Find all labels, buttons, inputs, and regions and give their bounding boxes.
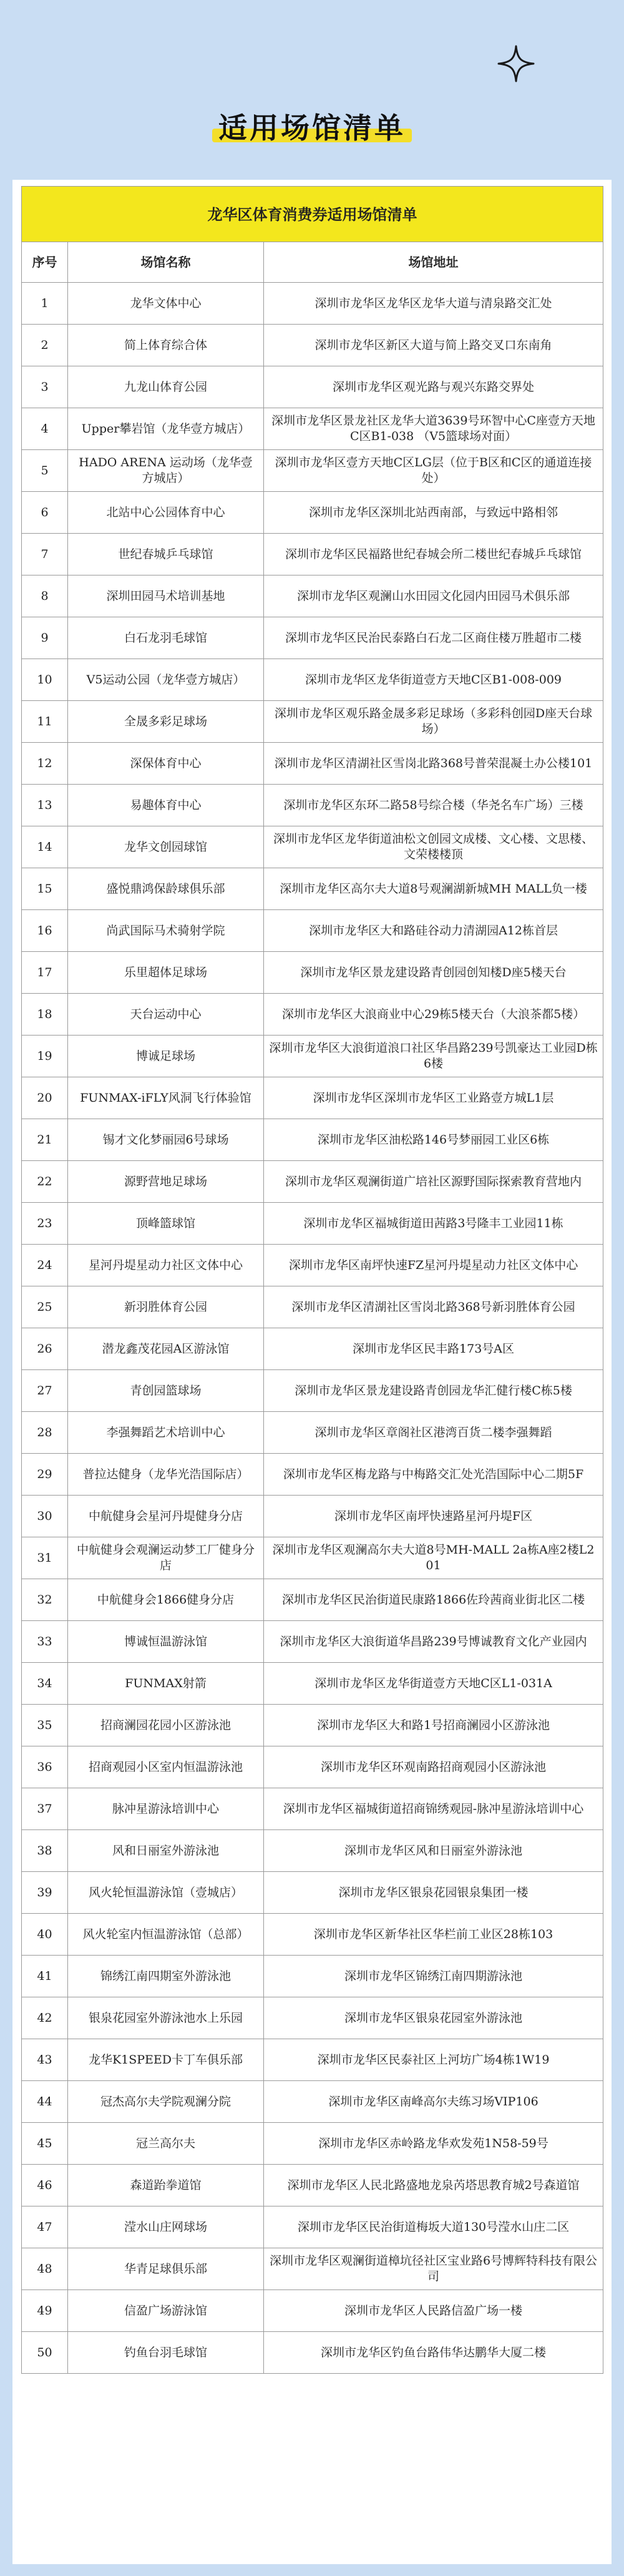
table-row	[22, 826, 603, 868]
venue-address: 深圳市龙华区钓鱼台路伟华达鹏华大厦二楼	[264, 2332, 603, 2374]
venue-address: 深圳市龙华区福城街道招商锦绣观园-脉冲星游泳培训中心	[264, 1788, 603, 1830]
table-row	[22, 659, 603, 701]
venue-address: 深圳市龙华区民丰路173号A区	[264, 1328, 603, 1370]
row-number: 25	[22, 1286, 68, 1328]
venue-address: 深圳市龙华区龙华街道壹方天地C区B1-008-009	[264, 659, 603, 701]
venue-name: 深圳田园马术培训基地	[68, 575, 264, 617]
venue-name: 信盈广场游泳馆	[68, 2290, 264, 2332]
venue-address: 深圳市龙华区南峰高尔夫练习场VIP106	[264, 2081, 603, 2123]
venue-address: 深圳市龙华区观乐路金晟多彩足球场（多彩科创园D座天台球场）	[264, 701, 603, 743]
row-number: 6	[22, 492, 68, 534]
venue-name: 盛悦鼎鸿保龄球俱乐部	[68, 868, 264, 910]
venue-name: 世纪春城乒乓球馆	[68, 534, 264, 575]
row-number: 42	[22, 1997, 68, 2039]
row-number: 8	[22, 575, 68, 617]
table-row	[22, 994, 603, 1036]
venue-address: 深圳市龙华区清湖社区雪岗北路368号普荣混凝土办公楼101	[264, 743, 603, 785]
table-row	[22, 450, 603, 492]
row-number: 44	[22, 2081, 68, 2123]
venue-address: 深圳市龙华区大浪街道华昌路239号博诚教育文化产业园内	[264, 1621, 603, 1663]
venue-address: 深圳市龙华区高尔夫大道8号观澜湖新城MH MALL负一楼	[264, 868, 603, 910]
venue-address: 深圳市龙华区深圳北站西南部，与致远中路相邻	[264, 492, 603, 534]
venue-name: 冠兰高尔夫	[68, 2123, 264, 2165]
venue-address: 深圳市龙华区梅龙路与中梅路交汇处光浩国际中心二期5F	[264, 1454, 603, 1496]
table-row	[22, 785, 603, 826]
table-row	[22, 1872, 603, 1914]
row-number: 49	[22, 2290, 68, 2332]
venue-address: 深圳市龙华区壹方天地C区LG层（位于B区和C区的通道连接处）	[264, 450, 603, 492]
venue-name: 源野营地足球场	[68, 1161, 264, 1203]
venue-address: 深圳市龙华区民治街道民康路1866佐玲茜商业街北区二楼	[264, 1579, 603, 1621]
table-row	[22, 1537, 603, 1579]
table-row	[22, 952, 603, 994]
row-number: 27	[22, 1370, 68, 1412]
row-number: 22	[22, 1161, 68, 1203]
venue-address: 深圳市龙华区观澜街道樟坑径社区宝业路6号博辉特科技有限公司	[264, 2248, 603, 2290]
venue-name: FUNMAX-iFLY风洞飞行体验馆	[68, 1077, 264, 1119]
table-row	[22, 1997, 603, 2039]
table-row	[22, 1119, 603, 1161]
venue-address: 深圳市龙华区新区大道与简上路交叉口东南角	[264, 325, 603, 366]
venue-name: 深保体育中心	[68, 743, 264, 785]
venue-name: 白石龙羽毛球馆	[68, 617, 264, 659]
venue-address: 深圳市龙华区南坪快速路星河丹堤F区	[264, 1496, 603, 1537]
row-number: 12	[22, 743, 68, 785]
table-row	[22, 1496, 603, 1537]
venue-name: 风和日丽室外游泳池	[68, 1830, 264, 1872]
venue-name: 龙华文体中心	[68, 283, 264, 325]
venue-address: 深圳市龙华区风和日丽室外游泳池	[264, 1830, 603, 1872]
table-caption-row	[22, 187, 603, 242]
table-row	[22, 325, 603, 366]
row-number: 37	[22, 1788, 68, 1830]
row-number: 2	[22, 325, 68, 366]
venue-address: 深圳市龙华区清湖社区雪岗北路368号新羽胜体育公园	[264, 1286, 603, 1328]
table-row	[22, 2165, 603, 2206]
venue-list-card	[12, 180, 612, 2564]
venue-address: 深圳市龙华区民福路世纪春城会所二楼世纪春城乒乓球馆	[264, 534, 603, 575]
table-row	[22, 2039, 603, 2081]
row-number: 4	[22, 408, 68, 450]
venue-name: 风火轮室内恒温游泳馆（总部）	[68, 1914, 264, 1956]
venue-address: 深圳市龙华区观澜街道广培社区源野国际探索教育营地内	[264, 1161, 603, 1203]
table-row	[22, 1830, 603, 1872]
venue-name: 脉冲星游泳培训中心	[68, 1788, 264, 1830]
venue-name: 乐里超体足球场	[68, 952, 264, 994]
row-number: 31	[22, 1537, 68, 1579]
row-number: 23	[22, 1203, 68, 1245]
venue-address: 深圳市龙华区景龙建设路青创园创知楼D座5楼天台	[264, 952, 603, 994]
venue-name: 招商澜园花园小区游泳池	[68, 1705, 264, 1746]
venue-address: 深圳市龙华区观光路与观兴东路交界处	[264, 366, 603, 408]
venue-name: 天台运动中心	[68, 994, 264, 1036]
venue-name: 星河丹堤星动力社区文体中心	[68, 1245, 264, 1286]
row-number: 41	[22, 1956, 68, 1997]
table-row	[22, 534, 603, 575]
venue-address: 深圳市龙华区大浪商业中心29栋5楼天台（大浪茶都5楼）	[264, 994, 603, 1036]
venue-name: 青创园篮球场	[68, 1370, 264, 1412]
row-number: 26	[22, 1328, 68, 1370]
row-number: 14	[22, 826, 68, 868]
venue-name: 锦绣江南四期室外游泳池	[68, 1956, 264, 1997]
venue-address: 深圳市龙华区景龙社区龙华大道3639号环智中心C座壹方天地C区B1-038 （V5篮球场对面）	[264, 408, 603, 450]
venue-address: 深圳市龙华区深圳市龙华区工业路壹方城L1层	[264, 1077, 603, 1119]
row-number: 19	[22, 1036, 68, 1077]
venue-name: 风火轮恒温游泳馆（壹城店）	[68, 1872, 264, 1914]
venue-name: 易趣体育中心	[68, 785, 264, 826]
venue-name: 冠杰高尔夫学院观澜分院	[68, 2081, 264, 2123]
venue-name: 滢水山庄网球场	[68, 2206, 264, 2248]
row-number: 13	[22, 785, 68, 826]
table-row	[22, 1077, 603, 1119]
table-row	[22, 408, 603, 450]
venue-address: 深圳市龙华区油松路146号梦丽园工业区6栋	[264, 1119, 603, 1161]
venue-address: 深圳市龙华区观澜高尔夫大道8号MH-MALL 2a栋A座2楼L201	[264, 1537, 603, 1579]
venue-address: 深圳市龙华区环观南路招商观园小区游泳池	[264, 1746, 603, 1788]
venue-table	[21, 186, 603, 2374]
venue-address: 深圳市龙华区章阁社区港湾百货二楼李强舞蹈	[264, 1412, 603, 1454]
table-row	[22, 617, 603, 659]
table-row	[22, 283, 603, 325]
venue-address: 深圳市龙华区龙华街道油松文创园文成楼、文心楼、文思楼、文荣楼楼顶	[264, 826, 603, 868]
row-number: 34	[22, 1663, 68, 1705]
venue-name: 华青足球俱乐部	[68, 2248, 264, 2290]
venue-name: 招商观园小区室内恒温游泳池	[68, 1746, 264, 1788]
row-number: 30	[22, 1496, 68, 1537]
table-row	[22, 1245, 603, 1286]
row-number: 35	[22, 1705, 68, 1746]
venue-address: 深圳市龙华区大浪街道浪口社区华昌路239号凯豪达工业园D栋6楼	[264, 1036, 603, 1077]
column-header-address: 场馆地址	[264, 242, 603, 283]
venue-address: 深圳市龙华区人民路信盈广场一楼	[264, 2290, 603, 2332]
venue-name: 普拉达健身（龙华光浩国际店）	[68, 1454, 264, 1496]
venue-address: 深圳市龙华区东环二路58号综合楼（华尧名车广场）三楼	[264, 785, 603, 826]
column-header-number: 序号	[22, 242, 68, 283]
venue-name: 全晟多彩足球场	[68, 701, 264, 743]
row-number: 11	[22, 701, 68, 743]
table-row	[22, 1203, 603, 1245]
venue-address: 深圳市龙华区人民北路盛地龙泉芮塔思教育城2号森道馆	[264, 2165, 603, 2206]
row-number: 24	[22, 1245, 68, 1286]
row-number: 48	[22, 2248, 68, 2290]
table-row	[22, 2081, 603, 2123]
table-row	[22, 1328, 603, 1370]
row-number: 50	[22, 2332, 68, 2374]
row-number: 38	[22, 1830, 68, 1872]
venue-name: 森道跆拳道馆	[68, 2165, 264, 2206]
venue-name: 中航健身会星河丹堤健身分店	[68, 1496, 264, 1537]
row-number: 47	[22, 2206, 68, 2248]
venue-address: 深圳市龙华区大和路1号招商澜园小区游泳池	[264, 1705, 603, 1746]
venue-name: 银泉花园室外游泳池水上乐园	[68, 1997, 264, 2039]
table-row	[22, 1956, 603, 1997]
venue-name: 李强舞蹈艺术培训中心	[68, 1412, 264, 1454]
venue-name: 简上体育综合体	[68, 325, 264, 366]
table-row	[22, 1286, 603, 1328]
table-row	[22, 1788, 603, 1830]
table-row	[22, 1663, 603, 1705]
venue-address: 深圳市龙华区观澜山水田园文化园内田园马术俱乐部	[264, 575, 603, 617]
venue-address: 深圳市龙华区民治民泰路白石龙二区商住楼万胜超市二楼	[264, 617, 603, 659]
venue-name: 博诚恒温游泳馆	[68, 1621, 264, 1663]
venue-name: 潜龙鑫茂花园A区游泳馆	[68, 1328, 264, 1370]
row-number: 1	[22, 283, 68, 325]
table-row	[22, 1914, 603, 1956]
venue-address: 深圳市龙华区龙华区龙华大道与清泉路交汇处	[264, 283, 603, 325]
venue-name: 龙华K1SPEED卡丁车俱乐部	[68, 2039, 264, 2081]
row-number: 18	[22, 994, 68, 1036]
row-number: 3	[22, 366, 68, 408]
row-number: 39	[22, 1872, 68, 1914]
table-row	[22, 1412, 603, 1454]
table-row	[22, 1746, 603, 1788]
table-row	[22, 701, 603, 743]
table-caption: 龙华区体育消费券适用场馆清单	[22, 187, 603, 242]
table-row	[22, 743, 603, 785]
row-number: 21	[22, 1119, 68, 1161]
venue-address: 深圳市龙华区民治街道梅坂大道130号滢水山庄二区	[264, 2206, 603, 2248]
row-number: 45	[22, 2123, 68, 2165]
venue-address: 深圳市龙华区民泰社区上河坊广场4栋1W19	[264, 2039, 603, 2081]
table-row	[22, 2332, 603, 2374]
row-number: 17	[22, 952, 68, 994]
venue-name: FUNMAX射箭	[68, 1663, 264, 1705]
venue-name: HADO ARENA 运动场（龙华壹方城店）	[68, 450, 264, 492]
sparkle-icon	[496, 44, 536, 84]
table-row	[22, 2123, 603, 2165]
table-row	[22, 492, 603, 534]
venue-address: 深圳市龙华区银泉花园银泉集团一楼	[264, 1872, 603, 1914]
row-number: 28	[22, 1412, 68, 1454]
table-row	[22, 366, 603, 408]
table-row	[22, 910, 603, 952]
venue-name: 锡才文化梦丽园6号球场	[68, 1119, 264, 1161]
venue-address: 深圳市龙华区福城街道田茜路3号隆丰工业园11栋	[264, 1203, 603, 1245]
venue-address: 深圳市龙华区银泉花园室外游泳池	[264, 1997, 603, 2039]
venue-name: V5运动公园（龙华壹方城店）	[68, 659, 264, 701]
venue-address: 深圳市龙华区赤岭路龙华欢发苑1N58-59号	[264, 2123, 603, 2165]
row-number: 33	[22, 1621, 68, 1663]
table-row	[22, 575, 603, 617]
table-row	[22, 1370, 603, 1412]
venue-name: 新羽胜体育公园	[68, 1286, 264, 1328]
venue-name: 尚武国际马术骑射学院	[68, 910, 264, 952]
venue-address: 深圳市龙华区景龙建设路青创园龙华汇健行楼C栋5楼	[264, 1370, 603, 1412]
venue-name: 北站中心公园体育中心	[68, 492, 264, 534]
venue-name: 钓鱼台羽毛球馆	[68, 2332, 264, 2374]
venue-address: 深圳市龙华区锦绣江南四期游泳池	[264, 1956, 603, 1997]
venue-address: 深圳市龙华区南坪快速FZ星河丹堤星动力社区文体中心	[264, 1245, 603, 1286]
table-row	[22, 1161, 603, 1203]
row-number: 29	[22, 1454, 68, 1496]
row-number: 15	[22, 868, 68, 910]
row-number: 16	[22, 910, 68, 952]
page-title-block	[212, 107, 412, 151]
table-row	[22, 868, 603, 910]
venue-address: 深圳市龙华区新华社区华栏前工业区28栋103	[264, 1914, 603, 1956]
row-number: 5	[22, 450, 68, 492]
venue-address: 深圳市龙华区龙华街道壹方天地C区L1-031A	[264, 1663, 603, 1705]
row-number: 9	[22, 617, 68, 659]
column-header-name: 场馆名称	[68, 242, 264, 283]
table-row	[22, 2206, 603, 2248]
table-header-row	[22, 242, 603, 283]
table-row	[22, 2290, 603, 2332]
venue-name: 九龙山体育公园	[68, 366, 264, 408]
venue-name: 博诚足球场	[68, 1036, 264, 1077]
venue-name: 顶峰篮球馆	[68, 1203, 264, 1245]
row-number: 36	[22, 1746, 68, 1788]
row-number: 32	[22, 1579, 68, 1621]
row-number: 10	[22, 659, 68, 701]
table-row	[22, 1579, 603, 1621]
venue-address: 深圳市龙华区大和路硅谷动力清湖园A12栋首层	[264, 910, 603, 952]
venue-name: 龙华文创园球馆	[68, 826, 264, 868]
table-row	[22, 2248, 603, 2290]
table-row	[22, 1621, 603, 1663]
row-number: 20	[22, 1077, 68, 1119]
row-number: 7	[22, 534, 68, 575]
row-number: 43	[22, 2039, 68, 2081]
venue-name: Upper攀岩馆（龙华壹方城店）	[68, 408, 264, 450]
row-number: 46	[22, 2165, 68, 2206]
table-row	[22, 1705, 603, 1746]
venue-name: 中航健身会1866健身分店	[68, 1579, 264, 1621]
table-row	[22, 1454, 603, 1496]
table-row	[22, 1036, 603, 1077]
venue-name: 中航健身会观澜运动梦工厂健身分店	[68, 1537, 264, 1579]
row-number: 40	[22, 1914, 68, 1956]
page-title: 适用场馆清单	[218, 111, 406, 145]
